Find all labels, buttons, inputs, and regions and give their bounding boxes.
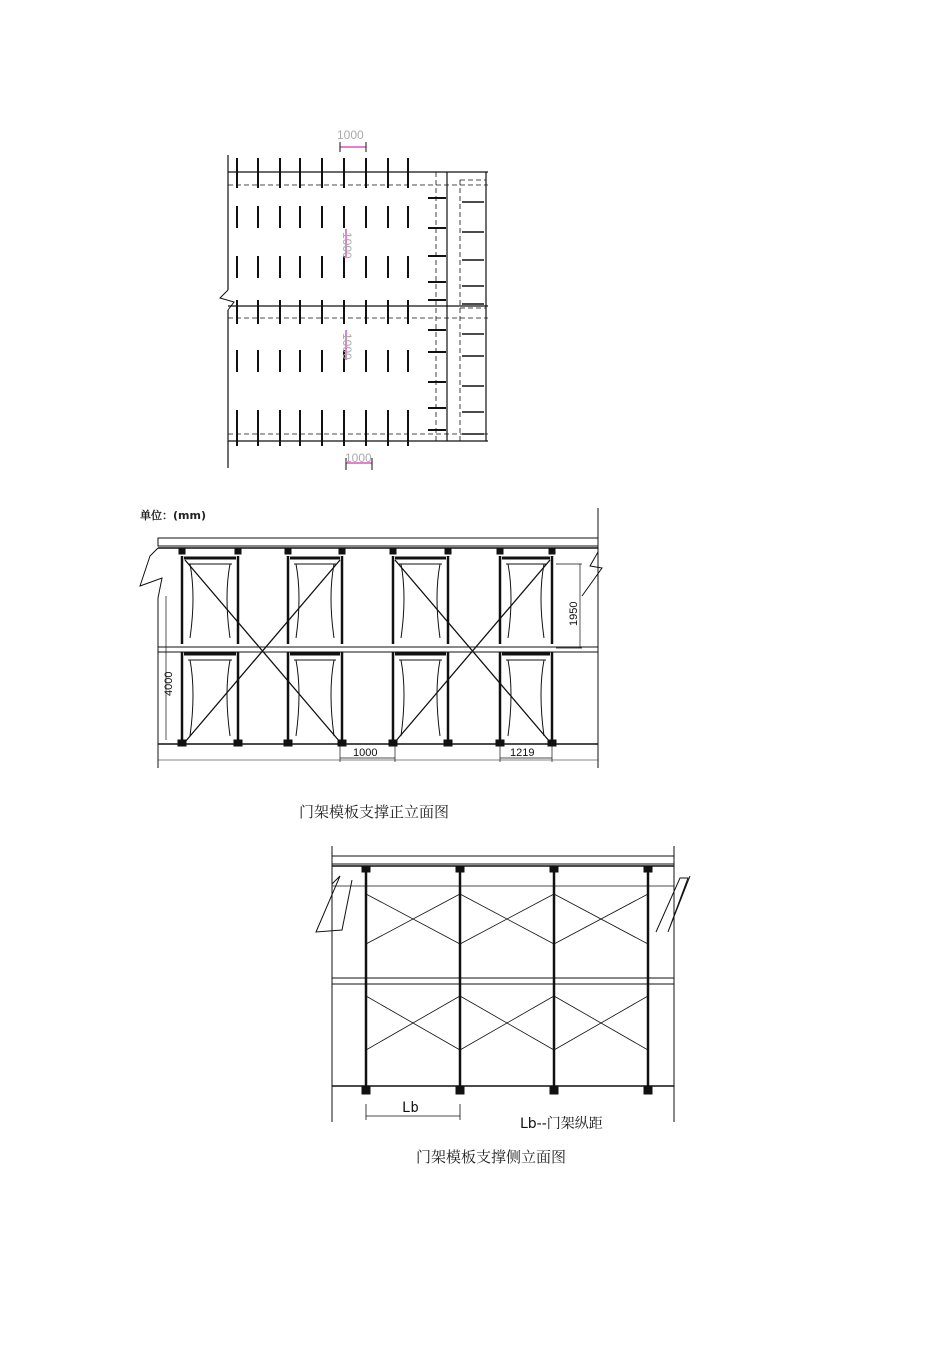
frame-arch xyxy=(188,564,232,638)
base-jack xyxy=(284,740,292,746)
top-jack xyxy=(497,548,503,554)
side-base-jack xyxy=(456,1086,464,1094)
unit-label: 单位：(mm) xyxy=(140,509,206,522)
dim-frame-height-label: 1950 xyxy=(568,601,580,626)
base-jack xyxy=(178,740,186,746)
plan-dim-top-label: 1000 xyxy=(337,128,364,142)
side-top-jack xyxy=(550,866,558,872)
front-elevation xyxy=(140,508,602,768)
side-elevation xyxy=(316,846,690,1122)
side-base-jack xyxy=(362,1086,370,1094)
base-jack xyxy=(234,740,242,746)
top-jack xyxy=(179,548,185,554)
top-jack xyxy=(285,548,291,554)
side-base-jack xyxy=(644,1086,652,1094)
frame-arch xyxy=(399,564,442,638)
dim-spacing-a-label: 1000 xyxy=(353,747,378,759)
side-base-jack xyxy=(550,1086,558,1094)
side-top-jack xyxy=(644,866,652,872)
dim-spacing-b-label: 1219 xyxy=(510,747,535,759)
side-top-jack xyxy=(362,866,370,872)
frame-arch xyxy=(399,660,442,736)
dim-lb-label: Lb xyxy=(402,1100,419,1116)
top-jack xyxy=(445,548,451,554)
front-dimensions xyxy=(163,564,582,762)
frame-arch xyxy=(188,660,232,736)
base-jack xyxy=(496,740,504,746)
top-jack xyxy=(235,548,241,554)
frame-arch xyxy=(294,564,336,638)
frame-arch xyxy=(506,564,546,638)
top-jack xyxy=(339,548,345,554)
side-elevation-caption: 门架模板支撑侧立面图 xyxy=(416,1148,567,1166)
side-top-jack xyxy=(456,866,464,872)
dim-height-total-label: 4000 xyxy=(163,671,175,696)
lb-legend: Lb--门架纵距 xyxy=(520,1116,603,1132)
plan-dim-bottom-label: 1000 xyxy=(345,451,372,465)
front-elevation-caption: 门架模板支撑正立面图 xyxy=(299,803,450,821)
top-jack xyxy=(549,548,555,554)
base-jack xyxy=(444,740,452,746)
plan-dim-mid-upper-label: 1000 xyxy=(340,232,354,259)
frame-arch xyxy=(294,660,336,736)
plan-view xyxy=(220,155,488,468)
top-jack xyxy=(390,548,396,554)
plan-dim-mid-lower-label: 1000 xyxy=(340,333,354,360)
